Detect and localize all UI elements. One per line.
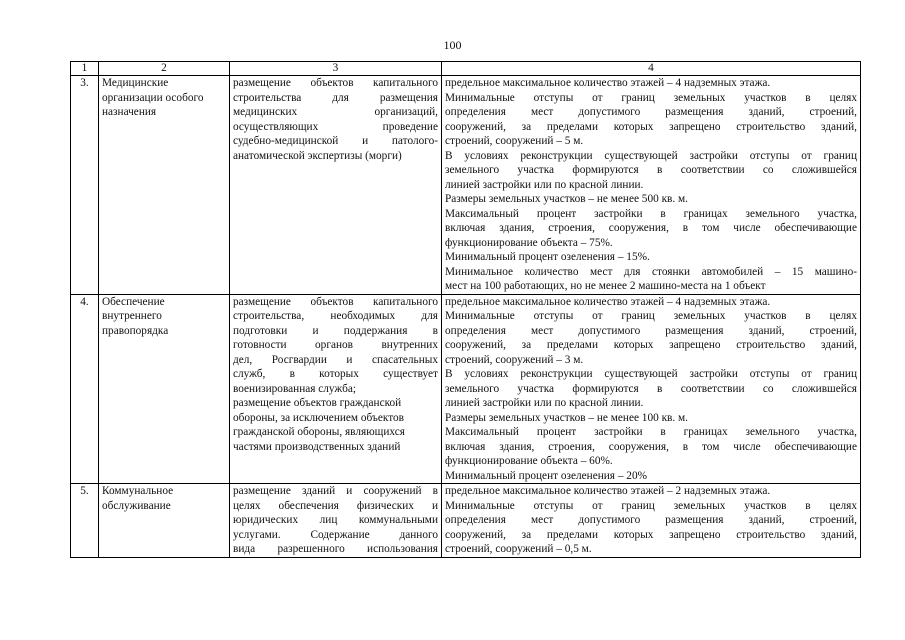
construction-parameters — [442, 484, 861, 558]
text-line: Размеры земельных участков – не менее 500 кв. м. — [445, 193, 689, 205]
text-line: предельное максимальное количество этажей – 2 надземных этажа. — [445, 485, 771, 497]
text-line: Обеспечение — [102, 295, 165, 308]
text-line: включая здания, строения, сооружения, в том числе обеспечивающие — [445, 440, 857, 453]
use-type-description — [230, 294, 442, 484]
text-line: строительства, необходимых для — [233, 310, 438, 322]
text-line: судебно-медицинской и патолого- — [233, 135, 438, 147]
text-line: осуществляющих проведение — [233, 120, 438, 133]
text-line: В условиях реконструкции существующей застройки отступы от границ — [445, 149, 857, 162]
use-type-description — [230, 484, 442, 558]
text-line: Минимальные отступы от границ земельных участков в целях — [445, 91, 857, 104]
table-body — [71, 76, 861, 558]
text-line: медицинских организаций, — [233, 106, 438, 118]
text-line: подготовки и поддержания в — [233, 324, 438, 337]
text-line: Медицинские — [102, 77, 169, 89]
text-line: военизированная служба; — [233, 382, 356, 395]
text-line: частями производственных зданий — [233, 440, 401, 453]
table-row — [71, 294, 861, 484]
table-row — [71, 484, 861, 558]
text-line: готовности органов внутренних — [233, 339, 438, 351]
table-header-row — [71, 62, 861, 76]
text-line: мест на 100 работающих, но не менее 2 машино-места на 1 объект — [445, 280, 766, 292]
text-line: размещение объектов гражданской — [233, 397, 402, 409]
text-line: Минимальный процент озеленения – 15%. — [445, 251, 650, 263]
table-row — [71, 76, 861, 295]
text-line: сооружений, за пределами которых запрещено строительство зданий, — [445, 528, 857, 541]
text-line: включая здания, строения, сооружения, в том числе обеспечивающие — [445, 222, 857, 234]
text-line: обороны, за исключением объектов — [233, 411, 404, 424]
text-line: определения мест допустимого размещения зданий, строений, — [445, 106, 857, 118]
text-line: сооружений, за пределами которых запрещено строительство зданий, — [445, 120, 857, 133]
text-line: определения мест допустимого размещения зданий, строений, — [445, 514, 857, 526]
text-line: служб, в которых существует — [233, 368, 438, 380]
text-line: целях обеспечения физических и — [233, 499, 438, 512]
text-line: Минимальные отступы от границ земельных участков в целях — [445, 499, 857, 512]
text-line: Максимальный процент застройки в границах земельного участка, — [445, 207, 857, 220]
text-line: строений, сооружений – 5 м. — [445, 135, 584, 147]
text-line: назначения — [102, 106, 157, 118]
text-line: определения мест допустимого размещения зданий, строений, — [445, 324, 857, 337]
text-line: размещение объектов капитального — [233, 295, 438, 308]
row-number: 4. — [71, 294, 99, 484]
text-line: Максимальный процент застройки в границах земельного участка, — [445, 426, 857, 438]
text-line: Размеры земельных участков – не менее 100 кв. м. — [445, 411, 689, 424]
use-type-name — [99, 294, 230, 484]
column-header: 2 — [99, 62, 230, 76]
text-line: Коммунальное — [102, 485, 174, 497]
text-line: линией застройки или по красной линии. — [445, 178, 644, 191]
text-line: размещение объектов капитального — [233, 77, 438, 89]
use-type-name — [99, 484, 230, 558]
text-line: Минимальное количество мест для стоянки автомобилей – 15 машино- — [445, 265, 857, 278]
text-line: функционирование объекта – 75%. — [445, 236, 613, 249]
column-header: 1 — [71, 62, 99, 76]
zoning-table — [70, 61, 861, 558]
text-line: Минимальные отступы от границ земельных участков в целях — [445, 310, 857, 322]
text-line: обслуживание — [102, 499, 171, 512]
text-line: предельное максимальное количество этажей – 4 надземных этажа. — [445, 77, 771, 89]
text-line: предельное максимальное количество этажей – 4 надземных этажа. — [445, 295, 771, 308]
use-type-description — [230, 76, 442, 295]
text-line: земельного участка формируются в соответствии со сложившейся — [445, 164, 857, 176]
text-line: функционирование объекта – 60%. — [445, 455, 613, 467]
text-line: В условиях реконструкции существующей застройки отступы от границ — [445, 368, 857, 380]
column-header: 3 — [230, 62, 442, 76]
text-line: гражданской обороны, являющихся — [233, 426, 405, 438]
text-line: правопорядка — [102, 324, 169, 337]
text-line: размещение зданий и сооружений в — [233, 485, 438, 497]
text-line: строений, сооружений – 0,5 м. — [445, 543, 592, 555]
row-number: 3. — [71, 76, 99, 295]
text-line: организации особого — [102, 91, 204, 104]
text-line: строительства для размещения — [233, 91, 438, 104]
row-number: 5. — [71, 484, 99, 558]
construction-parameters — [442, 294, 861, 484]
text-line: сооружений, за пределами которых запрещено строительство зданий, — [445, 339, 857, 351]
text-line: услугами. Содержание данного — [233, 528, 438, 541]
text-line: земельного участка формируются в соответствии со сложившейся — [445, 382, 857, 395]
text-line: дел, Росгвардии и спасательных — [233, 353, 438, 366]
text-line: строений, сооружений – 3 м. — [445, 353, 584, 366]
text-line: анатомической экспертизы (морги) — [233, 149, 402, 162]
column-header: 4 — [442, 62, 861, 76]
page-number: 100 — [443, 38, 462, 52]
text-line: юридических лиц коммунальными — [233, 514, 438, 526]
text-line: линией застройки или по красной линии. — [445, 397, 644, 409]
text-line: вида разрешенного использования — [233, 543, 438, 555]
construction-parameters — [442, 76, 861, 295]
text-line: Минимальный процент озеленения – 20% — [445, 469, 647, 482]
use-type-name — [99, 76, 230, 295]
text-line: внутреннего — [102, 310, 162, 322]
